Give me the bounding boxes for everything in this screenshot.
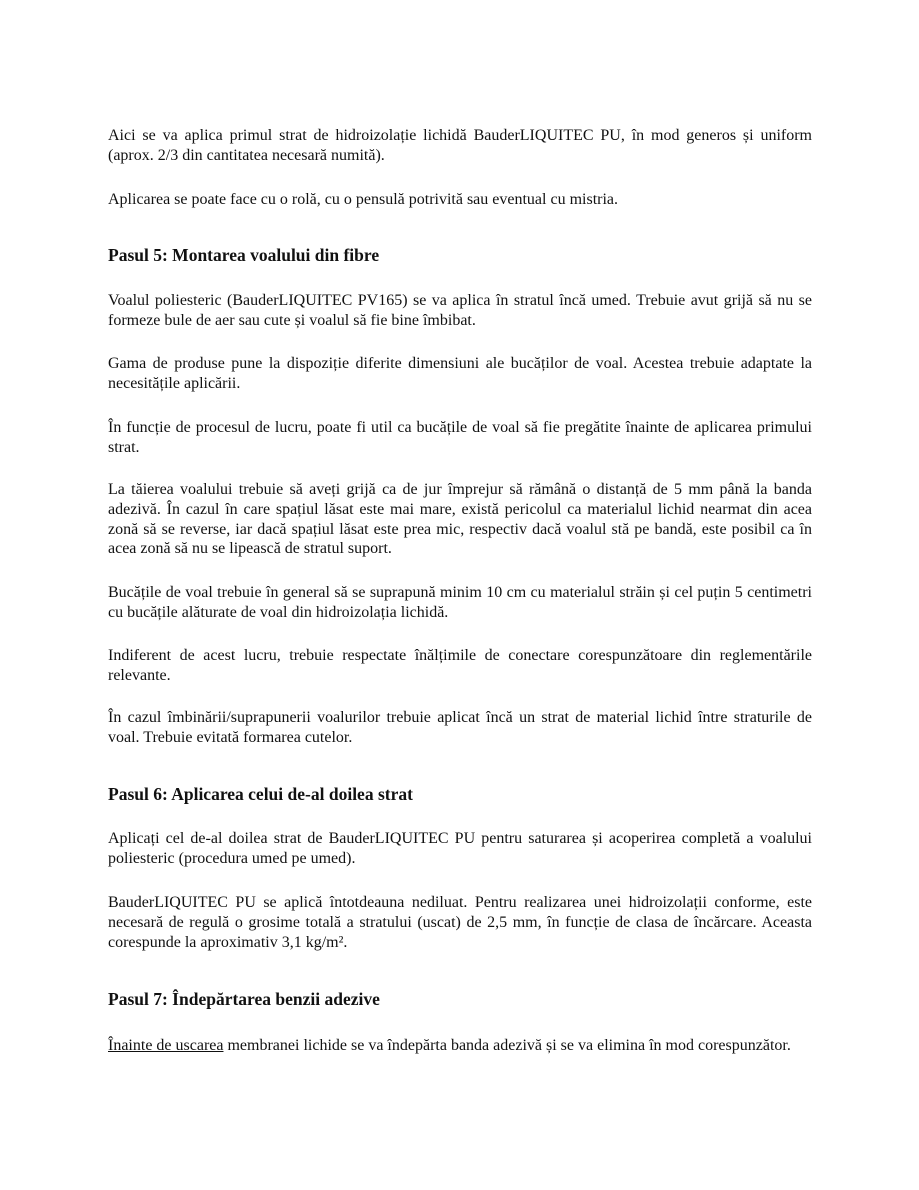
paragraph: Indiferent de acest lucru, trebuie respectate înălțimile de conectare corespunzătoare din reglementările relevante. [108, 647, 812, 684]
paragraph: Aici se va aplica primul strat de hidroizolație lichidă BauderLIQUITEC PU, în mod generos și uniform (aprox. 2/3 din cantitatea necesară numită). [108, 127, 812, 164]
paragraph: Gama de produse pune la dispoziție diferite dimensiuni ale bucăților de voal. Acestea trebuie adaptate la necesitățile aplicării. [108, 355, 812, 392]
paragraph: În funcție de procesul de lucru, poate fi util ca bucățile de voal să fie pregătite înainte de aplicarea primului strat. [108, 419, 812, 456]
section-heading: Pasul 5: Montarea voalului din fibre [108, 245, 380, 265]
section-heading: Pasul 7: Îndepărtarea benzii adezive [108, 989, 380, 1009]
paragraph: La tăierea voalului trebuie să aveți grijă ca de jur împrejur să rămână o distanță de 5 mm până la banda adezivă. În cazul în care spațiul lăsat este mai mare, există pericolul ca materialul lichid nearmat din acea zonă să se reverse, iar dacă spațiul lăsat este prea mic, respectiv dacă voalul stă pe bandă, este posibil ca în acea zonă să nu se lipească de stratul suport. [108, 481, 812, 558]
paragraph: Aplicați cel de-al doilea strat de BauderLIQUITEC PU pentru saturarea și acoperirea completă a voalului poliesteric (procedura umed pe umed). [108, 830, 812, 867]
underlined-text: Înainte de uscarea [108, 1037, 224, 1054]
paragraph [108, 1036, 812, 1056]
paragraph: BauderLIQUITEC PU se aplică întotdeauna nediluat. Pentru realizarea unei hidroizolații conforme, este necesară de regulă o grosime totală a stratului (uscat) de 2,5 mm, în funcție de clasa de încărcare. Aceasta corespunde la aproximativ 3,1 kg/m². [108, 894, 812, 951]
paragraph: Voalul poliesteric (BauderLIQUITEC PV165) se va aplica în stratul încă umed. Trebuie avut grijă să nu se formeze bule de aer sau cute și voalul să fie bine îmbibat. [108, 292, 812, 329]
paragraph: Aplicarea se poate face cu o rolă, cu o pensulă potrivită sau eventual cu mistria. [108, 191, 619, 208]
section-heading: Pasul 6: Aplicarea celui de-al doilea strat [108, 784, 413, 804]
paragraph: În cazul îmbinării/suprapunerii voalurilor trebuie aplicat încă un strat de material lichid între straturile de voal. Trebuie evitată formarea cutelor. [108, 709, 812, 746]
paragraph-text: membranei lichide se va îndepărta banda adezivă și se va elimina în mod corespunzător. [223, 1037, 791, 1054]
paragraph: Bucățile de voal trebuie în general să se suprapună minim 10 cm cu materialul străin și cel puțin 5 centimetri cu bucățile alăturate de voal din hidroizolația lichidă. [108, 584, 812, 621]
